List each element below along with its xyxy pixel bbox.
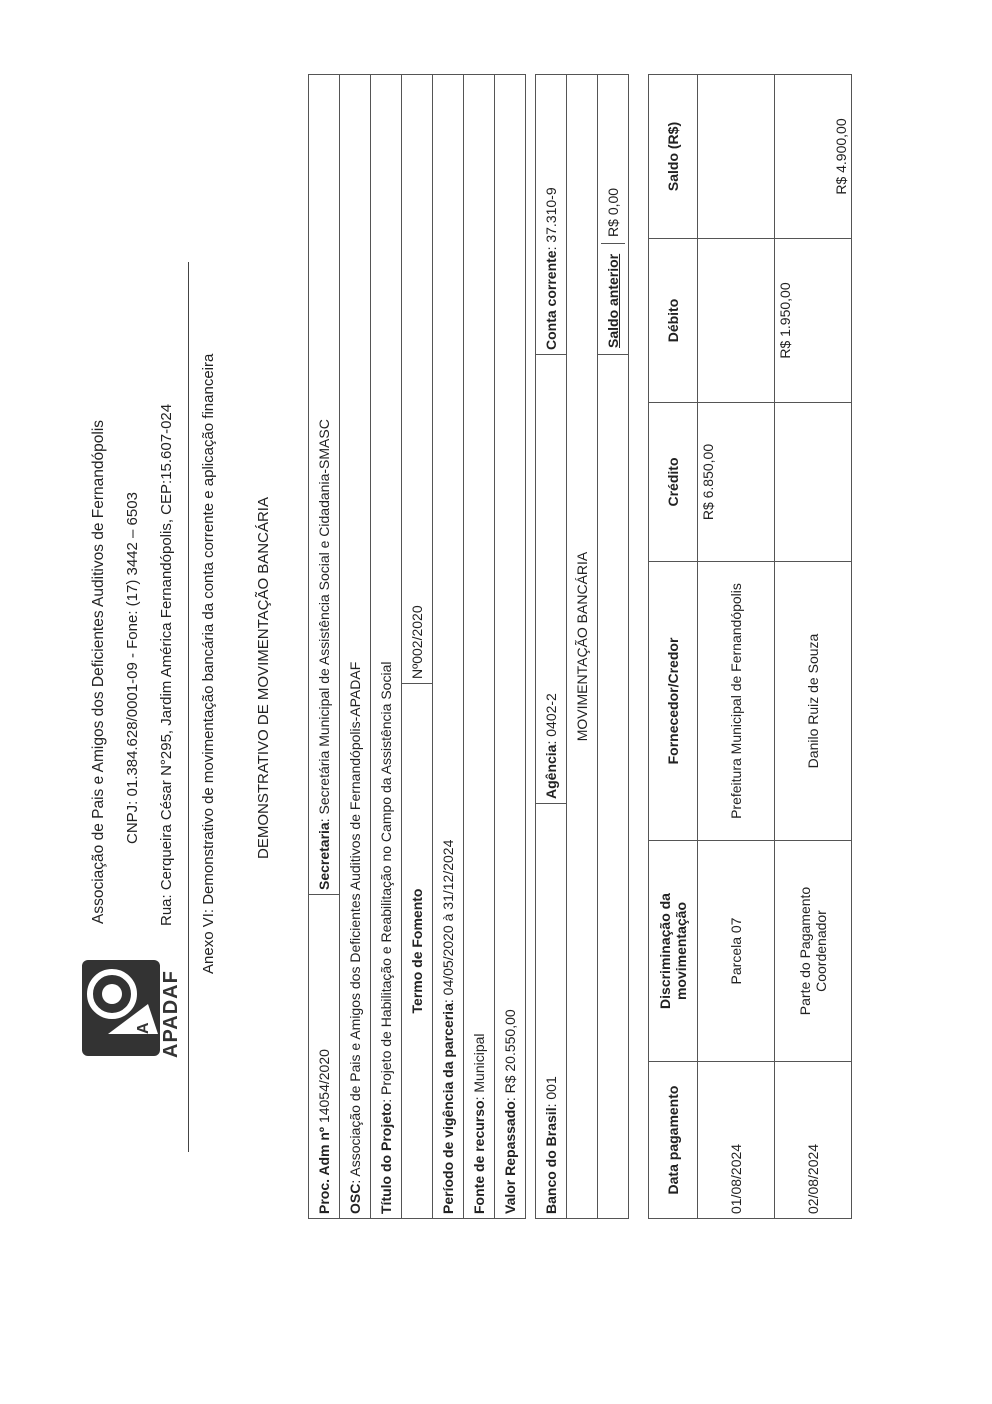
- saldo-anterior-label: Saldo anterior: [605, 253, 621, 348]
- fonte-label: Fonte de recurso: [471, 1100, 487, 1214]
- col-credito: Crédito: [649, 403, 698, 562]
- proc-label: Proc. Adm nº: [316, 1126, 332, 1214]
- termo-label-cell: [402, 684, 433, 1219]
- banco-cell: [536, 804, 567, 1219]
- col-saldo: Saldo (R$): [649, 75, 698, 239]
- titulo-label: Título do Projeto: [378, 1102, 394, 1214]
- cell-debito: [698, 239, 775, 403]
- mov-title-cell: [567, 75, 598, 1219]
- table-row: [775, 75, 852, 1219]
- cell-saldo: R$ 4.900,00: [775, 75, 852, 239]
- fonte-cell: [464, 75, 495, 1219]
- org-name: Associação de Pais e Amigos dos Deficientes Auditivos de Fernandópolis: [90, 419, 107, 924]
- fonte-value: : Municipal: [471, 1033, 487, 1101]
- address: Rua: Cerqueira César N°295, Jardim América Fernandópolis, CEP:15.607-024: [158, 403, 175, 926]
- cell-data: 01/08/2024: [698, 1062, 775, 1219]
- logo-text: APADAF: [160, 970, 182, 1058]
- mov-title: MOVIMENTAÇÃO BANCÁRIA: [574, 551, 590, 742]
- cell-data: 02/08/2024: [775, 1062, 852, 1219]
- annex-title: Anexo VI: Demonstrativo de movimentação bancária da conta corrente e aplicação financeira: [200, 353, 217, 974]
- table-row: [698, 75, 775, 1219]
- agencia-cell: [536, 355, 567, 804]
- titulo-value: : Projeto de Habilitação e Reabilitação no Campo da Assistência Social: [378, 661, 394, 1103]
- conta-cell: [536, 75, 567, 355]
- osc-value: : Associação de Pais e Amigos dos Deficientes Auditivos de Fernandópolis-APADAF: [347, 661, 363, 1184]
- valor-cell: [495, 75, 526, 1219]
- conta-value: : 37.310-9: [543, 187, 559, 251]
- periodo-cell: [433, 75, 464, 1219]
- movements-table: [648, 74, 852, 1219]
- cell-discriminacao: Parte do Pagamento Coordenador: [775, 841, 852, 1062]
- termo-value: Nº002/2020: [409, 605, 425, 679]
- banco-value: : 001: [543, 1076, 559, 1108]
- saldo-anterior-cell: [598, 75, 629, 355]
- valor-value: : R$ 20.550,00: [502, 1009, 518, 1102]
- agencia-value: : 0402-2: [543, 693, 559, 745]
- col-discriminacao: Discriminação da movimentação: [649, 841, 698, 1062]
- termo-label: Termo de Fomento: [409, 888, 425, 1014]
- osc-cell: [340, 75, 371, 1219]
- movements-header-row: [649, 75, 698, 1219]
- cnpj-phone: CNPJ: 01.384.628/0001-09 - Fone: (17) 3442 – 6503: [124, 492, 141, 844]
- svg-text:A: A: [135, 1022, 152, 1034]
- section-title: DEMONSTRATIVO DE MOVIMENTAÇÃO BANCÁRIA: [255, 497, 272, 859]
- termo-value-cell: [402, 75, 433, 684]
- header-divider: [188, 262, 189, 1152]
- valor-label: Valor Repassado: [502, 1101, 518, 1214]
- saldo-spacer: [598, 355, 629, 1219]
- proc-value: 14054/2020: [316, 1049, 332, 1127]
- periodo-value: : 04/05/2020 à 31/12/2024: [440, 839, 456, 1004]
- periodo-label: Período de vigência da parceria: [440, 1003, 456, 1214]
- col-data: Data pagamento: [649, 1062, 698, 1219]
- cell-credito: R$ 6.850,00: [698, 403, 775, 562]
- project-info-table: [308, 74, 526, 1219]
- bank-info-table: [535, 74, 629, 1219]
- secretaria-value: : Secretária Municipal de Assistência Social e Cidadania-SMASC: [316, 419, 332, 823]
- agencia-label: Agência: [543, 744, 559, 799]
- secretaria-label: Secretaria: [316, 822, 332, 890]
- saldo-anterior-value: R$ 0,00: [601, 182, 625, 244]
- secretaria-cell: [309, 75, 340, 895]
- cell-credito: [775, 403, 852, 562]
- col-fornecedor: Fornecedor/Credor: [649, 562, 698, 841]
- osc-label: OSC: [347, 1183, 363, 1214]
- cell-discriminacao: Parcela 07: [698, 841, 775, 1062]
- proc-cell: [309, 895, 340, 1219]
- titulo-cell: [371, 75, 402, 1219]
- cell-fornecedor: Danilo Ruiz de Souza: [775, 562, 852, 841]
- cell-saldo: [698, 75, 775, 239]
- col-debito: Débito: [649, 239, 698, 403]
- banco-label: Banco do Brasil: [543, 1107, 559, 1214]
- cell-debito: R$ 1.950,00: [775, 239, 852, 403]
- apadaf-logo: [78, 940, 186, 1064]
- cell-fornecedor: Prefeitura Municipal de Fernandópolis: [698, 562, 775, 841]
- conta-label: Conta corrente: [543, 250, 559, 350]
